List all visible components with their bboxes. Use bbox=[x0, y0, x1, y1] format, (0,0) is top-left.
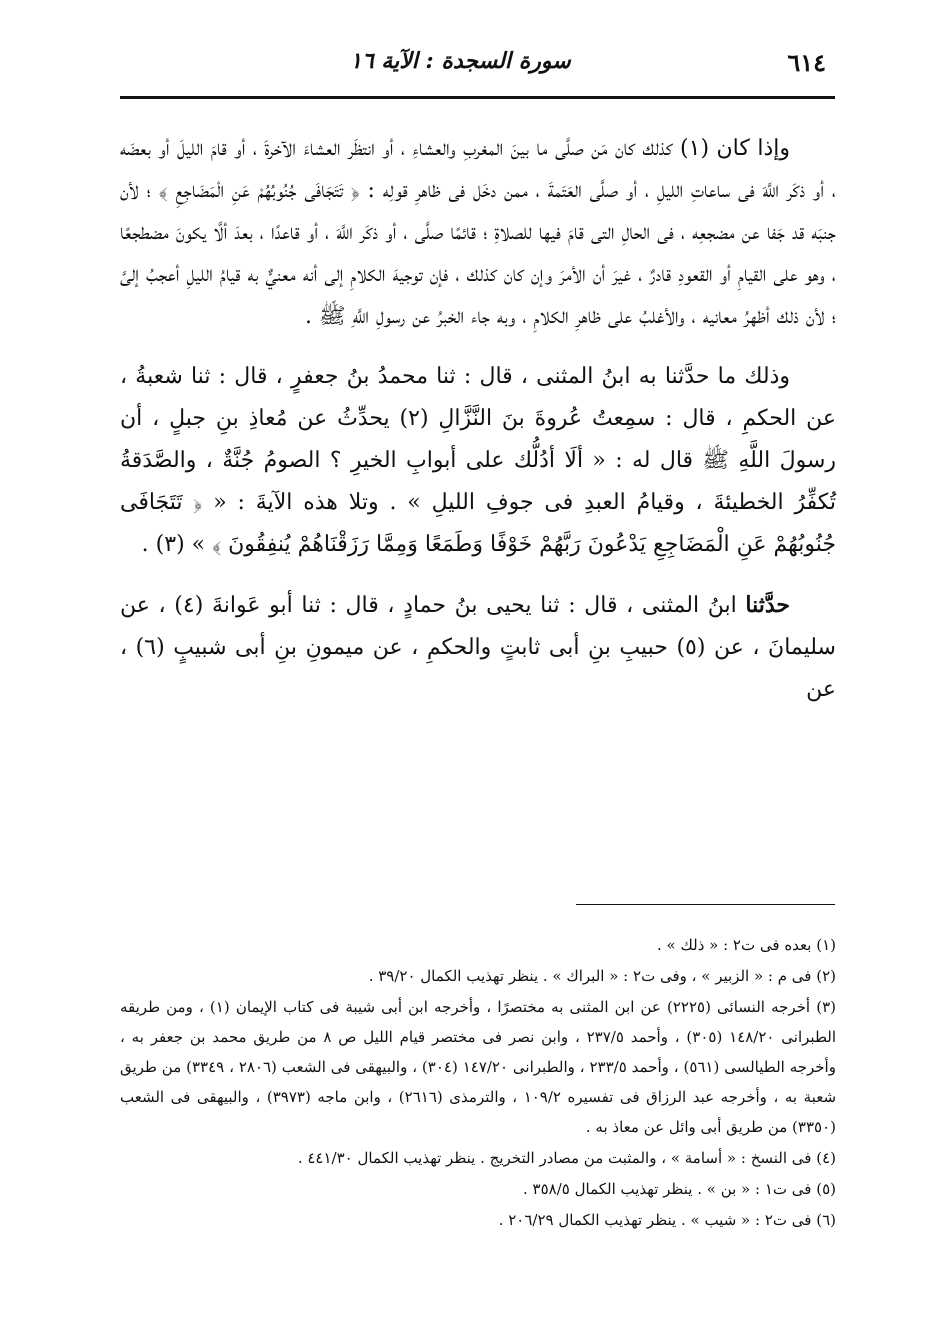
main-text bbox=[120, 128, 836, 711]
paragraph-text: وإذا كان (١) كذلك كان مَن صلَّى ما بينَ المغربِ والعشاءِ ، أو انتظَر العشاءَ الآخرةَ ، أو قامَ الليلَ أو بعضَه ، أو ذكَر اللَّهَ فى ساعاتِ الليلِ ، أو صلَّى العَتَمةَ ، ممن دخَل فى ظاهرِ قولِه : ﴿ تَتَجَافَى جُنُوبُهُمْ عَنِ الْمَضَاجِعِ ﴾ ؛ لأن جنبَه قد جَفا عن مضجعِه ، فى الحالِ التى قامَ فيها للصلاةِ ؛ قائمًا صلَّى ، أو ذكَر اللَّهَ ، أو قاعدًا ، بعدَ ألَّا يكونَ مضطجعًا ، وهو على القيامِ أو القعودِ قادرٌ ، غيرَ أن الأمرَ وإن كان كذلك ، فإن توجيهَ الكلامِ إلى أنه معنيٌّ به قيامُ الليلِ أعجبُ إلىَّ ؛ لأن ذلك أظهرُ معانيه ، والأغلبُ على ظاهرِ الكلامِ ، وبه جاء الخبرُ عن رسولِ اللَّهِ ﷺ . bbox=[120, 136, 836, 329]
paragraph-text: وذلك ما حدَّثنا به ابنُ المثنى ، قال : ثنا محمدُ بنُ جعفرٍ ، قال : ثنا شعبةُ ، عن الحكمِ ، قال : سمِعتُ عُروةَ بنَ النَّزَّالِ (٢) يحدِّثُ عن مُعاذِ بنِ جبلٍ ، أن رسولَ اللَّهِ ﷺ قال له : « ألَا أدُلُّك على أبوابِ الخيرِ ؟ الصومُ جُنَّةٌ ، والصَّدَقةُ تُكفِّرُ الخطيئةَ ، وقيامُ العبدِ فى جوفِ الليلِ » . وتلا هذه الآيةَ : « ﴿ تَتَجَافَى جُنُوبُهُمْ عَنِ الْمَضَاجِعِ يَدْعُونَ رَبَّهُمْ خَوْفًا وَطَمَعًا وَمِمَّا رَزَقْنَاهُمْ يُنفِقُونَ ﴾ » (٣) . bbox=[120, 364, 837, 557]
paragraph-lead-word: حدَّثنا bbox=[745, 592, 790, 618]
footnote: (٤) فى النسخ : « أسامة » ، والمثبت من مصادر التخريج . ينظر تهذيب الكمال ٤٤١/٣٠ . bbox=[297, 1149, 836, 1167]
page-header bbox=[120, 44, 834, 92]
footnotes bbox=[120, 930, 836, 1235]
paragraph bbox=[120, 356, 836, 566]
paragraph bbox=[120, 128, 836, 338]
running-title: سورة السجدة : الآية ١٦ bbox=[350, 48, 571, 74]
header-rule bbox=[120, 96, 835, 99]
footnote: (٥) فى ت١ : « بن » . ينظر تهذيب الكمال ٣٥٨/٥ . bbox=[523, 1180, 836, 1198]
footnote-separator bbox=[576, 904, 835, 905]
page-number: ٦١٤ bbox=[787, 48, 826, 77]
footnote: (٢) فى م : « الزبير » ، وفى ت٢ : « البراك » . ينظر تهذيب الكمال ٣٩/٢٠ . bbox=[368, 967, 836, 985]
paragraph bbox=[120, 584, 836, 711]
footnote: (٦) فى ت٢ : « شيب » . ينظر تهذيب الكمال ٢٠٦/٢٩ . bbox=[498, 1211, 836, 1229]
paragraph-text: ابنُ المثنى ، قال : ثنا يحيى بنُ حمادٍ ، قال : ثنا أبو عَوانةَ (٤) ، عن سليمانَ ، عن (٥) حبيبِ بنِ أبى ثابتٍ والحكمِ ، عن ميمونِ بنِ أبى شبيبٍ (٦) ، عن bbox=[120, 593, 836, 702]
footnote: (٣) أخرجه النسائى (٢٢٢٥) عن ابن المثنى به مختصرًا ، وأخرجه ابن أبى شيبة فى كتاب الإيمان (١) ، ومن طريقه الطبرانى ١٤٨/٢٠ (٣٠٥) ، وأحمد ٢٣٧/٥ ، وابن نصر فى مختصر قيام الليل ص ٨ من طريق محمد بن جعفر به ، وأخرجه الطيالسى (٥٦١) ، وأحمد ٢٣٣/٥ ، والطبرانى ١٤٧/٢٠ (٣٠٤) ، والبيهقى فى الشعب (٢٨٠٦ ، ٣٣٤٩) من طريق شعبة به ، وأخرجه عبد الرزاق فى تفسيره ١٠٩/٢ ، والترمذى (٢٦١٦) ، وابن ماجه (٣٩٧٣) ، والبيهقى فى الشعب (٣٣٥٠) من طريق أبى وائل عن معاذ به . bbox=[120, 998, 837, 1136]
footnote: (١) بعده فى ت٢ : « ذلك » . bbox=[657, 936, 836, 954]
